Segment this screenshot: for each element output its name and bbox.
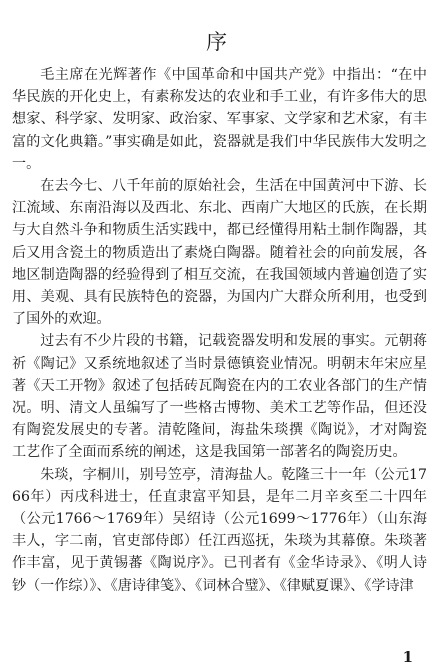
- page-title: 序: [206, 30, 229, 54]
- paragraph: 毛主席在光辉著作《中国革命和中国共产党》中指出：“在中华民族的开化史上，有素称发达的农业和手工业，有许多伟大的思想家、科学家、发明家、政治家、军事家、文学家和艺术家，有丰富的文化典籍。”事实确是如此，瓷器就是我们中华民族伟大发明之一。: [12, 67, 427, 172]
- paragraph: 过去有不少片段的书籍，记载瓷器发明和发展的事实。元朝蒋祈《陶记》又系统地叙述了当时景德镇瓷业情况。明朝末年宋应星著《天工开物》叙述了包括砖瓦陶瓷在内的工农业各部门的生产情况。明、清文人虽编写了一些格古博物、美术工艺等作品，但还没有陶瓷发展史的专著。清乾隆间，海盐朱琰撰《陶说》，才对陶瓷工艺作了全面而系统的阐述，这是我国第一部著名的陶瓷历史。: [12, 333, 427, 461]
- page-number: 1: [402, 648, 413, 666]
- paragraph: 朱琰，字桐川，别号笠亭，清海盐人。乾隆三十一年（公元1766年）丙戌科进士，任直隶富平知县，是年二月辛亥至二十四年（公元1766～1769年）吴绍诗（公元1699～1776年）（山东海丰人，字二南，官吏部侍郎）任江西巡抚，朱琰为其幕僚。朱琰著作丰富，见于黄锡蕃《陶说序》。已刊者有《金华诗录》、《明人诗钞（一作综）》、《唐诗律笺》、《词林合璧》、《律赋夏课》、《学诗津: [12, 466, 427, 594]
- paragraph: 在去今七、八千年前的原始社会，生活在中国黄河中下游、长江流域、东南沿海以及西北、东北、西南广大地区的氏族，在长期与大自然斗争和物质生活实践中，都已经懂得用粘土制作陶器，其后又用含瓷土的物质造出了素烧白陶器。随着社会的向前发展，各地区制造陶器的经验得到了相互交流，在我国领域内普遍创造了实用、美观、具有民族特色的瓷器，为国内广大群众所利用，也受到了国外的欢迎。: [12, 178, 427, 328]
- preface-body: [12, 64, 427, 597]
